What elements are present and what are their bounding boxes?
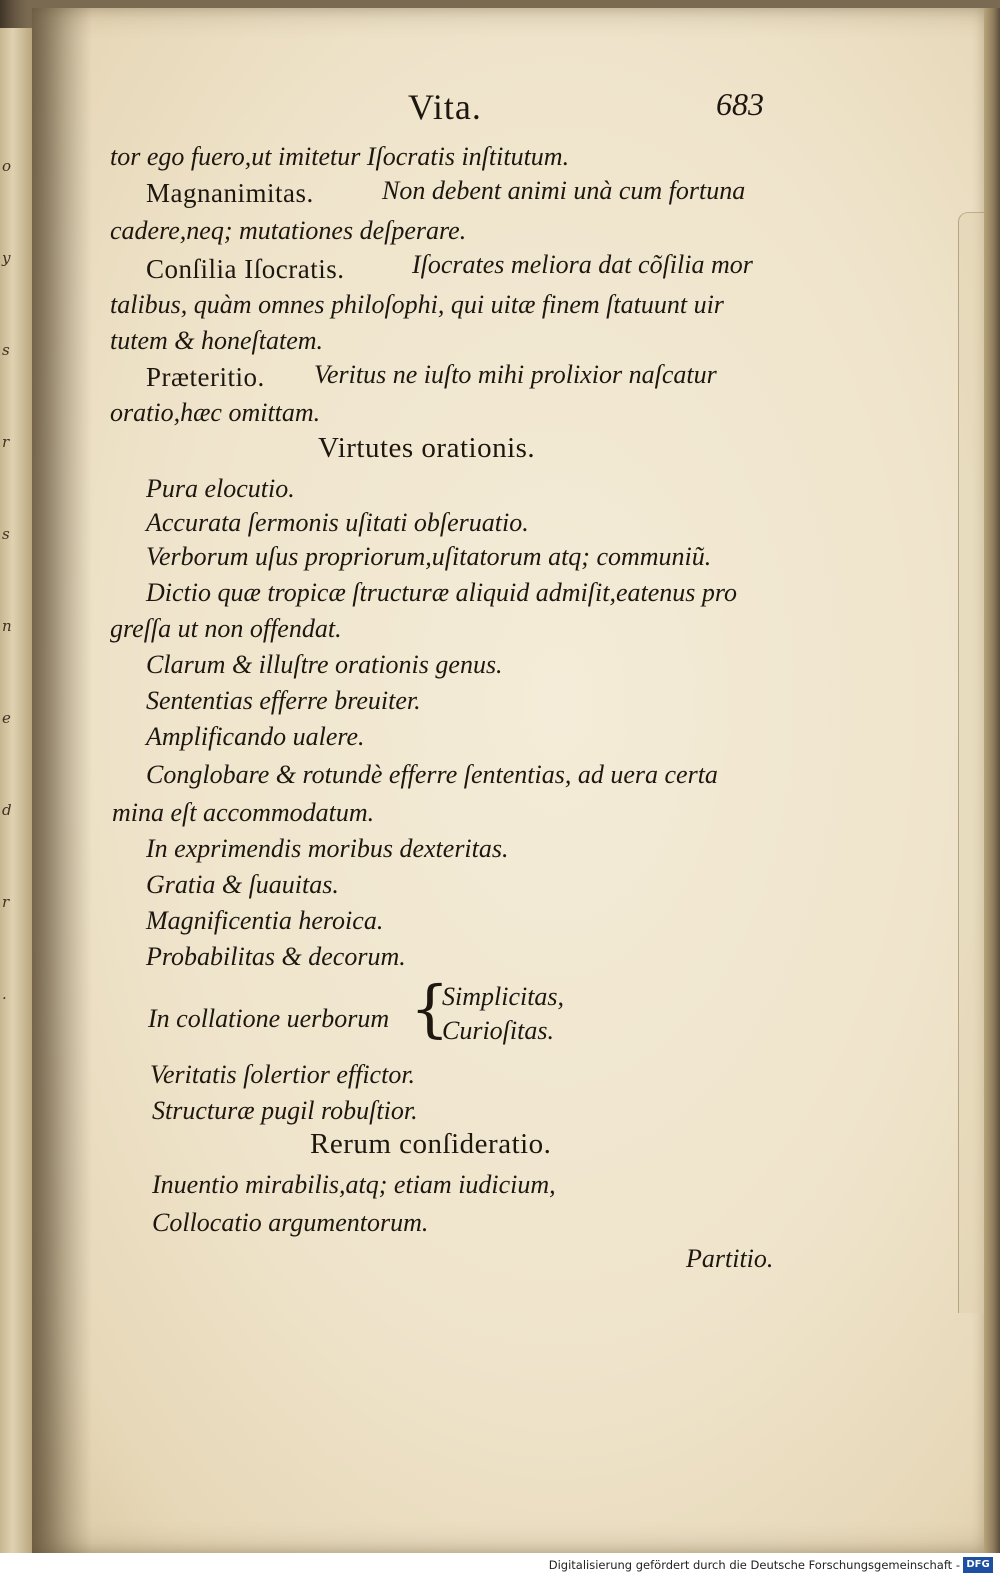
running-head-title: Vita. [408, 87, 482, 127]
brace-item: Curioſitas. [442, 1016, 554, 1045]
text-line: talibus, quàm omnes philoſophi, qui uitæ finem ſtatuunt uir [110, 290, 724, 319]
margin-fragment: s [2, 525, 10, 543]
margin-fragment: d [2, 801, 12, 819]
list-item: Conglobare & rotundè efferre ſententias, ad uera certa [146, 760, 718, 789]
margin-fragment: n [2, 617, 12, 635]
page-number: 683 [716, 86, 764, 122]
list-item: Pura elocutio. [146, 474, 295, 503]
list-item-continuation: greſſa ut non offendat. [110, 614, 342, 643]
list-item: Clarum & illuſtre orationis genus. [146, 650, 503, 679]
text-line: Non debent animi unà cum fortuna [382, 176, 746, 205]
marginal-label-praeteritio: Præteritio. [146, 362, 265, 392]
list-item: Accurata ſermonis uſitati obſeruatio. [146, 508, 529, 537]
marginal-label-magnanimitas: Magnanimitas. [146, 178, 314, 208]
list-item: Structuræ pugil robuſtior. [152, 1096, 418, 1125]
margin-fragment: o [2, 157, 12, 175]
list-item: In exprimendis moribus dexteritas. [146, 834, 509, 863]
list-item: Collocatio argumentorum. [152, 1208, 429, 1237]
dfg-logo: DFG [963, 1557, 993, 1573]
text-line: tor ego fuero,ut imitetur Iſocratis inſtitutum. [110, 142, 570, 171]
margin-fragment: r [2, 893, 10, 911]
list-item-collatione: In collatione uerborum [148, 1004, 390, 1033]
margin-fragment: y [2, 249, 11, 267]
text-line: Veritus ne iuſto mihi prolixior naſcatur [314, 360, 717, 389]
catchword: Partitio. [686, 1244, 774, 1273]
list-item: Amplificando ualere. [146, 722, 365, 751]
margin-fragment: s [2, 341, 10, 359]
list-item: Inuentio mirabilis,atq; etiam iudicium, [152, 1170, 556, 1199]
list-item: Magnificentia heroica. [146, 906, 384, 935]
margin-fragment: . [2, 985, 7, 1003]
list-item-continuation: mina eſt accommodatum. [112, 798, 375, 827]
list-item: Veritatis ſolertior effictor. [150, 1060, 416, 1089]
curly-brace: { [410, 972, 450, 1045]
list-item: Probabilitas & decorum. [146, 942, 406, 971]
section-heading-virtutes: Virtutes orationis. [318, 432, 536, 464]
list-item: Gratia & ſuauitas. [146, 870, 339, 899]
text-line: oratio,hæc omittam. [110, 398, 321, 427]
list-item: Dictio quæ tropicæ ſtructuræ aliquid admiſit,eatenus pro [146, 578, 738, 607]
left-margin-fragments [2, 120, 30, 1040]
text-line: cadere,neq; mutationes deſperare. [110, 216, 467, 245]
section-heading-rerum: Rerum conſideratio. [310, 1128, 552, 1160]
page-tab-edge [958, 212, 985, 1313]
margin-fragment: r [2, 433, 10, 451]
list-item: Verborum uſus propriorum,uſitatorum atq; communiũ. [146, 542, 712, 571]
text-line: tutem & honeſtatem. [110, 326, 324, 355]
right-page-rim [984, 8, 1000, 1553]
brace-item: Simplicitas, [442, 982, 565, 1011]
text-line: Iſocrates meliora dat cõſilia mor [412, 250, 753, 279]
margin-fragment: e [2, 709, 11, 727]
spine-shadow [32, 8, 92, 1553]
list-item: Sententias efferre breuiter. [146, 686, 421, 715]
footer-credit: Digitalisierung gefördert durch die Deutsche Forschungsgemeinschaft - [548, 1558, 960, 1572]
marginal-label-consilia: Conſilia Iſocratis. [146, 254, 345, 284]
